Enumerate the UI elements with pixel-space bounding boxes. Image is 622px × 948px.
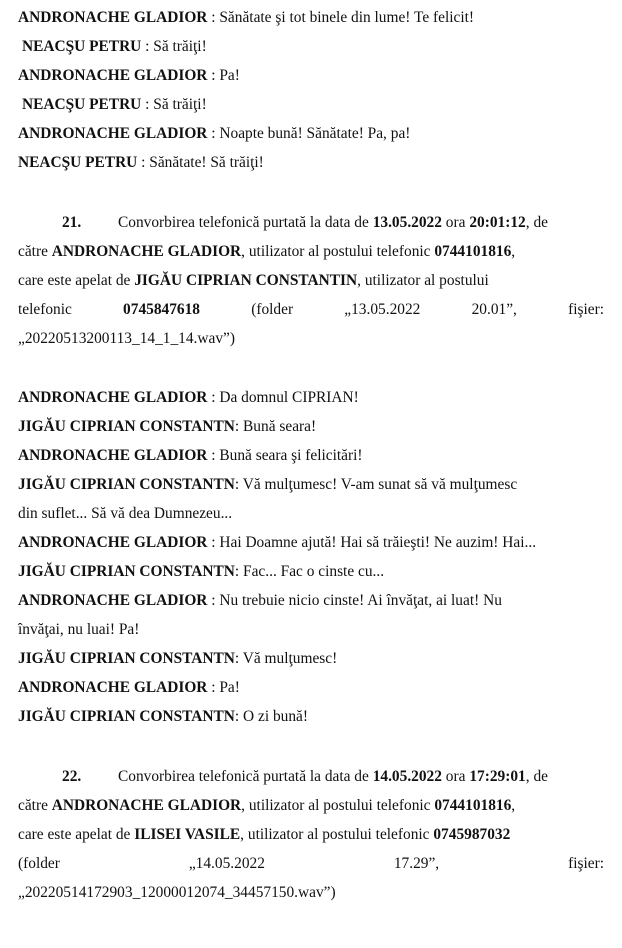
speech-text: : Bună seara! [234, 418, 317, 435]
speaker-name: ANDRONACHE GLADIOR [18, 125, 208, 142]
paragraph-text: , utilizator al postului telefonic [241, 243, 435, 260]
paragraph-text: , de [525, 768, 548, 785]
dialog-line-continued [18, 620, 604, 640]
speaker-name: ANDRONACHE GLADIOR [18, 592, 208, 609]
speech-text: : O zi bună! [234, 708, 309, 725]
speaker-name: ANDRONACHE GLADIOR [18, 9, 208, 26]
paragraph-text: către [18, 243, 52, 260]
paragraph-text: , [511, 797, 516, 814]
folder-date: „13.05.2022 [344, 301, 421, 318]
dialog-line [18, 8, 604, 28]
paragraph-text: Convorbirea telefonică purtată la data de [118, 768, 373, 785]
dialog-line-continued [18, 504, 604, 524]
paragraph-text: care este apelat de [18, 826, 135, 843]
call-time: 17:29:01 [469, 768, 526, 785]
section-22-line-3 [18, 825, 604, 845]
speaker-name: JIGĂU CIPRIAN CONSTANTN [18, 563, 235, 580]
paragraph-text: , de [525, 214, 548, 231]
dialog-line [18, 124, 604, 144]
speech-text: : Sănătate şi tot binele din lume! Te felicit! [207, 9, 475, 26]
speaker-name: JIGĂU CIPRIAN CONSTANTN [18, 476, 235, 493]
call-date: 13.05.2022 [372, 214, 442, 231]
speech-text: : Hai Doamne ajută! Hai să trăieşti! Ne auzim! Hai... [207, 534, 537, 551]
paragraph-text: , [511, 243, 516, 260]
speech-text: : Da domnul CIPRIAN! [207, 389, 359, 406]
speaker-name: NEACŞU PETRU [22, 96, 142, 113]
dialog-line [18, 562, 604, 582]
section-22-line-2 [18, 796, 604, 816]
dialog-line [18, 678, 604, 698]
speech-text: : Pa! [207, 679, 240, 696]
speech-text: : Vă mulţumesc! [234, 650, 338, 667]
dialog-line [18, 446, 604, 466]
dialog-line [18, 533, 604, 553]
speech-text: : Noapte bună! Sănătate! Pa, pa! [207, 125, 411, 142]
dialog-line [18, 417, 604, 437]
speaker-name: NEACŞU PETRU [18, 154, 138, 171]
speech-text: din suflet... Să vă dea Dumnezeu... [18, 505, 233, 522]
paragraph-text: Convorbirea telefonică purtată la data de [118, 214, 373, 231]
speaker-name: ANDRONACHE GLADIOR [18, 67, 208, 84]
speech-text: : Bună seara şi felicitări! [207, 447, 363, 464]
phone-number: 0745847618 [123, 301, 200, 318]
paragraph-text: fişier: [568, 301, 604, 318]
dialog-line [18, 475, 604, 495]
speaker-name: ANDRONACHE GLADIOR [18, 534, 208, 551]
speaker-name: ANDRONACHE GLADIOR [18, 679, 208, 696]
paragraph-text: , utilizator al postului telefonic [240, 826, 434, 843]
folder-time: 20.01”, [471, 301, 517, 318]
paragraph-text: ora [441, 214, 470, 231]
speaker-name: JIGĂU CIPRIAN CONSTANTN [18, 650, 235, 667]
dialog-line [22, 95, 604, 115]
person-name: JIGĂU CIPRIAN CONSTANTIN [134, 272, 358, 289]
speech-text: : Pa! [207, 67, 240, 84]
dialog-line [18, 66, 604, 86]
dialog-line [22, 37, 604, 57]
section-22-file [18, 883, 604, 903]
speaker-name: JIGĂU CIPRIAN CONSTANTN [18, 708, 235, 725]
speech-text: : Nu trebuie nicio cinste! Ai învăţat, ai luat! Nu [207, 592, 502, 609]
phone-number: 0744101816 [434, 243, 512, 260]
section-21-file [18, 329, 604, 349]
section-21-line-1 [18, 213, 604, 233]
dialog-line [18, 591, 604, 611]
dialog-line [18, 153, 604, 173]
paragraph-text: către [18, 797, 52, 814]
paragraph-text: care este apelat de [18, 272, 135, 289]
speech-text: : Fac... Fac o cinste cu... [234, 563, 385, 580]
folder-date: „14.05.2022 [188, 855, 265, 872]
paragraph-text: , utilizator al postului [357, 272, 489, 289]
section-21-line-4 [18, 300, 604, 320]
call-date: 14.05.2022 [372, 768, 442, 785]
person-name: ANDRONACHE GLADIOR [51, 243, 242, 260]
call-time: 20:01:12 [469, 214, 526, 231]
speaker-name: ANDRONACHE GLADIOR [18, 447, 208, 464]
section-22-line-1 [18, 767, 604, 787]
section-number: 22. [62, 768, 82, 785]
section-21-line-3 [18, 271, 604, 291]
speech-text: : Vă mulţumesc! V-am sunat să vă mulţumesc [234, 476, 518, 493]
speaker-name: NEACŞU PETRU [22, 38, 142, 55]
paragraph-text: (folder [18, 855, 60, 872]
dialog-line [18, 388, 604, 408]
paragraph-text: ora [441, 768, 470, 785]
speaker-name: ANDRONACHE GLADIOR [18, 389, 208, 406]
speech-text: : Să trăiţi! [141, 96, 207, 113]
paragraph-text: telefonic [18, 301, 72, 318]
file-name: „20220513200113_14_1_14.wav”) [18, 330, 236, 347]
speaker-name: JIGĂU CIPRIAN CONSTANTN [18, 418, 235, 435]
folder-time: 17.29”, [393, 855, 440, 872]
phone-number: 0745987032 [433, 826, 511, 843]
section-22-line-4 [18, 854, 604, 874]
person-name: ILISEI VASILE [134, 826, 241, 843]
file-name: „20220514172903_12000012074_34457150.wav”) [18, 884, 336, 901]
paragraph-text: (folder [251, 301, 294, 318]
section-21-line-2 [18, 242, 604, 262]
speech-text: : Să trăiţi! [141, 38, 207, 55]
dialog-line [18, 707, 604, 727]
person-name: ANDRONACHE GLADIOR [51, 797, 242, 814]
phone-number: 0744101816 [434, 797, 512, 814]
speech-text: învăţai, nu luai! Pa! [18, 621, 140, 638]
paragraph-text: fişier: [568, 855, 604, 872]
section-number: 21. [62, 214, 82, 231]
paragraph-text: , utilizator al postului telefonic [241, 797, 435, 814]
dialog-line [18, 649, 604, 669]
speech-text: : Sănătate! Să trăiţi! [137, 154, 264, 171]
